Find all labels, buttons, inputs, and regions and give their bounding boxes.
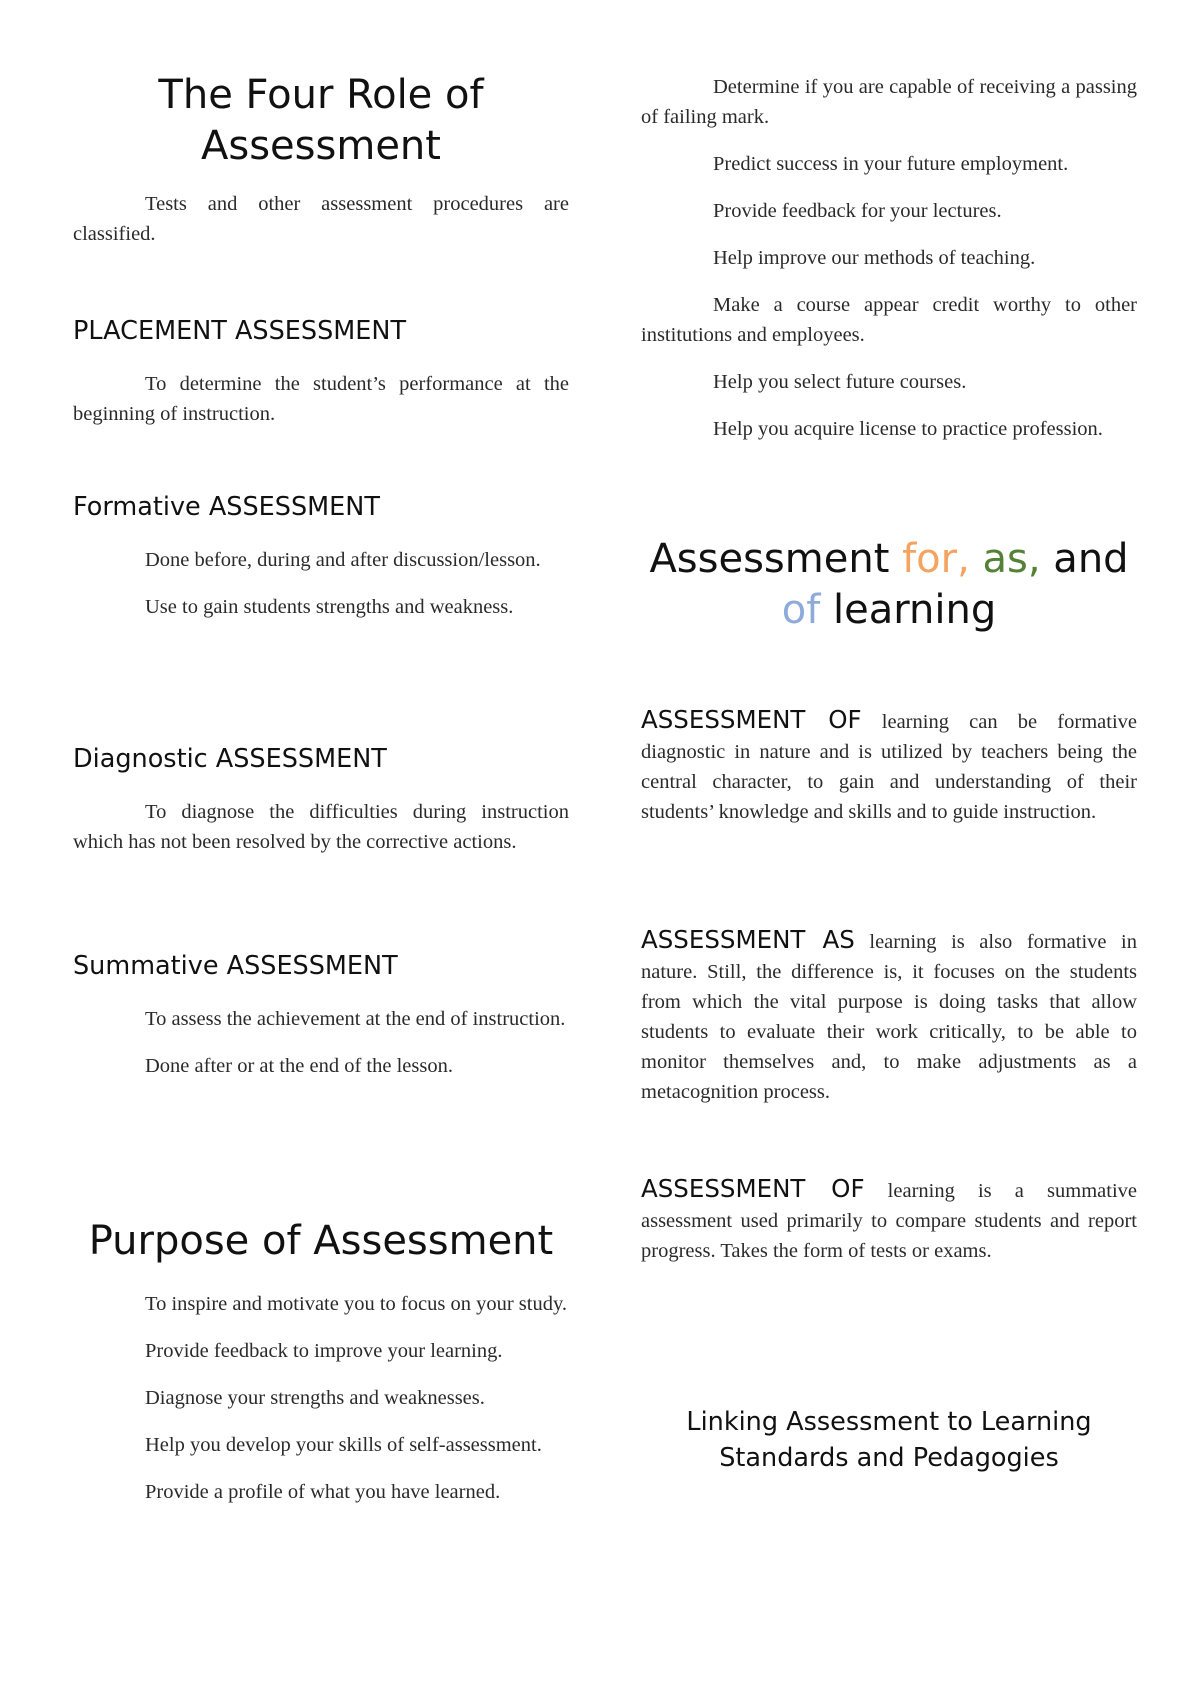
title-word: Assessment [649,536,903,582]
section-heading: Summative ASSESSMENT [73,951,398,981]
purpose-item: Help you acquire license to practice profession. [713,418,1103,440]
diagnostic-section [73,743,569,775]
placement-section [73,315,569,347]
summative-body [73,1004,569,1098]
definition-keyword: ASSESSMENT OF [641,705,862,734]
title-word-as: as, [969,536,1041,582]
paragraph: Done before, during and after discussion/lesson. [145,549,541,571]
definition-text: learning is also formative in nature. Still, the difference is, it focuses on the students from which the vital purpose is doing tasks that allow students to evaluate their work critically, to be able to monitor themselves and, to make adjustments as a metacognition process. [641,931,1137,1103]
purpose-item: Make a course appear credit worthy to other institutions and employees. [641,294,1137,346]
title-word: and [1040,536,1129,582]
placement-body [73,369,569,446]
paragraph: To diagnose the difficulties during instruction which has not been resolved by the corrective actions. [73,801,569,853]
assessment-for-as-of-title [641,534,1137,636]
purpose-item: Help you select future courses. [713,371,967,393]
section-heading: PLACEMENT ASSESSMENT [73,316,407,346]
title-word-of: of [781,587,821,633]
section-heading: Formative ASSESSMENT [73,492,380,522]
purpose-item: Help you develop your skills of self-assessment. [145,1434,542,1456]
purpose-title: Purpose of Assessment [88,1218,554,1264]
definition-assessment-of-summative [641,1174,1137,1266]
formative-section [73,491,569,523]
purpose-item: Predict success in your future employment. [713,153,1069,175]
purpose-item: Diagnose your strengths and weaknesses. [145,1387,485,1409]
section-heading: Diagnostic ASSESSMENT [73,744,387,774]
page-title: The Four Role of Assessment [158,72,484,169]
definition-text: learning can be formative diagnostic in nature and is utilized by teachers being the central character, to gain and understanding of their students’ knowledge and skills and to guide instruction. [641,711,1137,823]
summative-section [73,950,569,982]
paragraph: To assess the achievement at the end of instruction. [145,1008,566,1030]
purpose-list-left [73,1289,569,1524]
purpose-item: Provide feedback to improve your learning. [145,1340,503,1362]
title-word-for: for, [902,536,970,582]
paragraph: Use to gain students strengths and weakness. [145,596,514,618]
definition-text: learning is a summative assessment used primarily to compare students and report progress. Takes the form of tests or exams. [641,1180,1137,1262]
purpose-item: Help improve our methods of teaching. [713,247,1036,269]
title-word: learning [820,587,997,633]
formative-body [73,545,569,639]
definition-assessment-as [641,925,1137,1107]
purpose-item: Provide a profile of what you have learned. [145,1481,501,1503]
purpose-item: To inspire and motivate you to focus on your study. [145,1293,567,1315]
purpose-item: Determine if you are capable of receiving a passing of failing mark. [641,76,1137,128]
intro-paragraph: Tests and other assessment procedures are classified. [73,193,569,245]
linking-heading: Linking Assessment to Learning Standards and Pedagogies [686,1407,1092,1473]
paragraph: To determine the student’s performance at the beginning of instruction. [73,373,569,425]
paragraph: Done after or at the end of the lesson. [145,1055,453,1077]
diagnostic-body [73,797,569,874]
purpose-list-right [641,72,1137,461]
definition-keyword: ASSESSMENT AS [641,925,855,954]
intro-block [73,189,569,266]
purpose-item: Provide feedback for your lectures. [713,200,1002,222]
definition-keyword: ASSESSMENT OF [641,1174,865,1203]
definition-assessment-of [641,705,1137,827]
